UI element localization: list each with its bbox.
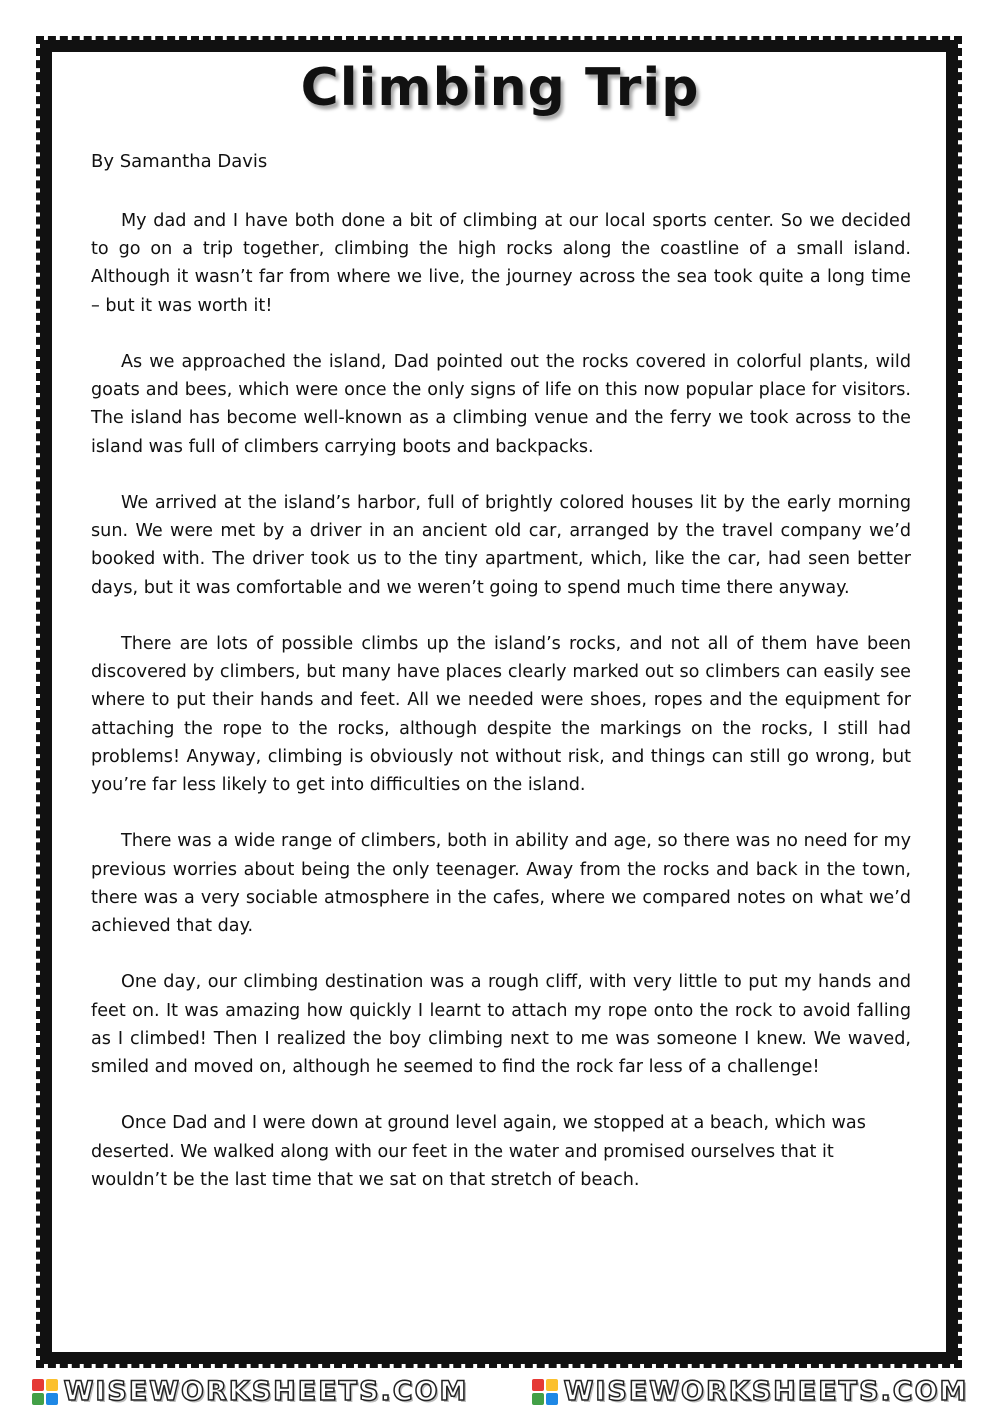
- paragraph-5: There was a wide range of climbers, both in ability and age, so there was no need for my previous worries about being the only teenager. Away from the rocks and back in the town, there was a very sociable atmosphere in the cafes, where we compared notes on what we’d achieved that day.: [91, 831, 911, 937]
- paragraph-4: There are lots of possible climbs up the island’s rocks, and not all of them have been discovered by climbers, but many have places clearly marked out so climbers can easily see where to put their hands and feet. All we needed were shoes, ropes and the equipment for attaching the rope to the rocks, although despite the markings on the rocks, I still had problems! Anyway, climbing is obviously not without risk, and things can still go wrong, but you’re far less likely to get into difficulties on the island.: [91, 634, 911, 796]
- paragraph-7: Once Dad and I were down at ground level again, we stopped at a beach, which was deserted. We walked along with our feet in the water and promised ourselves that it wouldn’t be the last time that we sat on that stretch of beach.: [91, 1113, 866, 1190]
- story-body: [91, 207, 911, 1222]
- brand-text: WISEWORKSHEETS.COM: [63, 1376, 469, 1407]
- footer-watermark: [0, 1370, 1000, 1413]
- author-byline: By Samantha Davis: [91, 151, 268, 172]
- paragraph-2: As we approached the island, Dad pointed out the rocks covered in colorful plants, wild goats and bees, which were once the only signs of life on this now popular place for visitors. The island has become well-known as a climbing venue and the ferry we took across to the island was full of climbers carrying boots and backpacks.: [91, 352, 911, 457]
- paragraph-1: My dad and I have both done a bit of climbing at our local sports center. So we decided to go on a trip together, climbing the high rocks along the coastline of a small island. Although it wasn’t far from where we live, the journey across the sea took quite a long time – but it was worth it!: [91, 211, 911, 316]
- brand-logo-icon: [32, 1379, 58, 1405]
- brand-watermark-right: [500, 1376, 1000, 1407]
- document-title: Climbing Trip: [300, 58, 700, 118]
- brand-logo-icon: [532, 1379, 558, 1405]
- brand-text: WISEWORKSHEETS.COM: [563, 1376, 969, 1407]
- paragraph-3: We arrived at the island’s harbor, full of brightly colored houses lit by the early morning sun. We were met by a driver in an ancient old car, arranged by the travel company we’d booked with. The driver took us to the tiny apartment, which, like the car, had seen better days, but it was comfortable and we weren’t going to spend much time there anyway.: [91, 493, 911, 598]
- brand-watermark-left: [0, 1376, 500, 1407]
- paragraph-6: One day, our climbing destination was a rough cliff, with very little to put my hands and feet on. It was amazing how quickly I learnt to attach my rope onto the rock to avoid falling as I climbed! Then I realized the boy climbing next to me was someone I knew. We waved, smiled and moved on, although he seemed to find the rock far less of a challenge!: [91, 972, 911, 1078]
